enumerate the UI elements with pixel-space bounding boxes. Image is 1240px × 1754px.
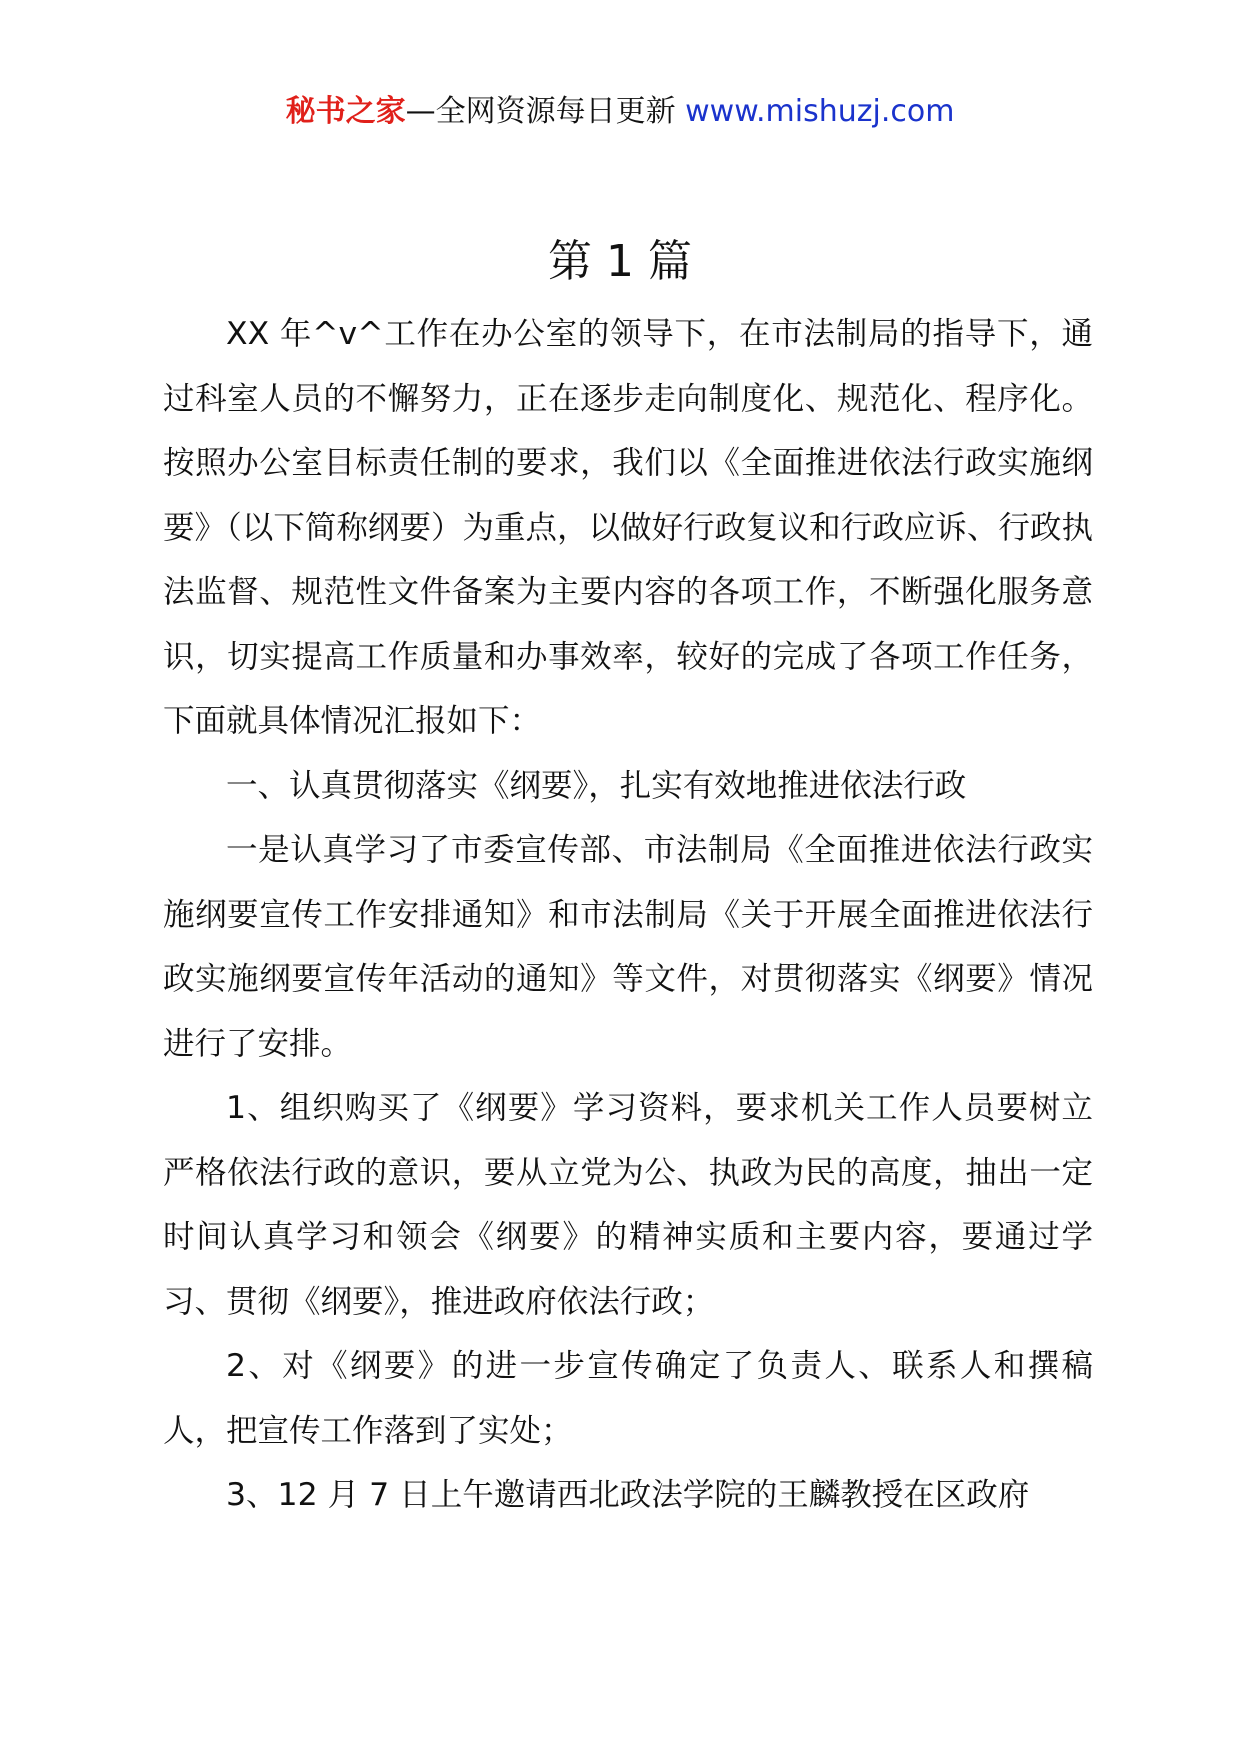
site-url-link[interactable]: www.mishuzj.com [685,94,955,129]
header-tagline: —全网资源每日更新 [405,94,686,129]
document-title: 第 1 篇 [548,236,692,287]
paragraph-item-3: 3、12 月 7 日上午邀请西北政法学院的王麟教授在区政府 [226,1477,1030,1513]
paragraph-intro: XX 年^v^工作在办公室的领导下，在市法制局的指导下，通过科室人员的不懈努力，正在逐步走向制度化、规范化、程序化。按照办公室目标责任制的要求，我们以《全面推进依法行政实施纲要》（以下简称纲要）为重点，以做好行政复议和行政应诉、行政执法监督、规范性文件备案为主要内容的各项工作，不断强化服务意识，切实提高工作质量和办事效率，较好的完成了各项工作任务，下面就具体情况汇报如下： [163,316,1093,739]
section-heading-1: 一、认真贯彻落实《纲要》，扎实有效地推进依法行政 [226,767,967,804]
paragraph-study: 一是认真学习了市委宣传部、市法制局《全面推进依法行政实施纲要宣传工作安排通知》和市法制局《关于开展全面推进依法行政实施纲要宣传年活动的通知》等文件，对贯彻落实《纲要》情况进行了安排。 [163,832,1093,1062]
paragraph-item-2: 2、对《纲要》的进一步宣传确定了负责人、联系人和撰稿人，把宣传工作落到了实处； [163,1348,1093,1449]
brand-name: 秘书之家 [285,94,406,129]
paragraph-item-1: 1、组织购买了《纲要》学习资料，要求机关工作人员要树立严格依法行政的意识，要从立党为公、执政为民的高度，抽出一定时间认真学习和领会《纲要》的精神实质和主要内容，要通过学习、贯彻《纲要》，推进政府依法行政； [163,1090,1093,1320]
document-body [163,302,1093,1528]
site-header [0,92,1240,132]
